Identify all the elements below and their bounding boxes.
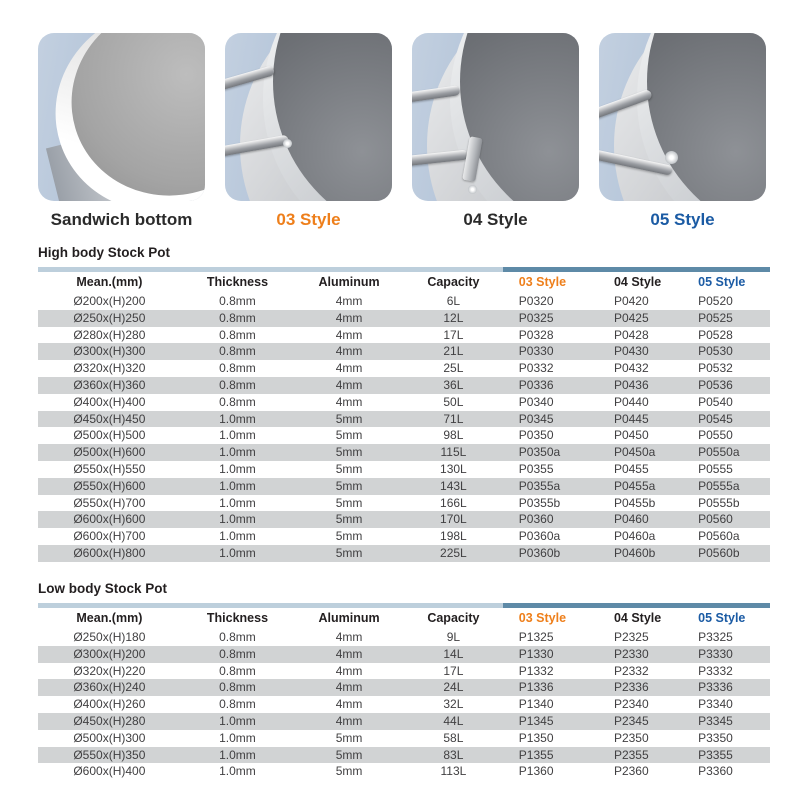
table-cell: 115L xyxy=(440,445,467,460)
table-row xyxy=(38,293,770,310)
table-row xyxy=(38,528,770,545)
table-cell: P1340 xyxy=(518,697,554,712)
table-cell: 9L xyxy=(446,630,461,644)
column-header: Capacity xyxy=(427,611,480,625)
table-cell: P2325 xyxy=(613,630,649,644)
table-cell: Ø550x(H)700 xyxy=(73,495,146,510)
table-body xyxy=(38,293,770,562)
table-cell: 5mm xyxy=(335,545,363,560)
table-cell: P2330 xyxy=(613,646,649,661)
table-cell: 4mm xyxy=(335,697,363,712)
table-row xyxy=(38,377,770,394)
table-row xyxy=(38,427,770,444)
table-cell: P2345 xyxy=(613,713,649,728)
table-cell: P0436 xyxy=(613,377,649,392)
table-cell: P1325 xyxy=(518,630,554,644)
table-cell: 71L xyxy=(443,411,464,426)
table-row xyxy=(38,663,770,680)
table-cell: 0.8mm xyxy=(219,294,256,308)
table-cell: Ø400x(H)260 xyxy=(73,697,146,712)
gallery-caption: 05 Style xyxy=(650,210,715,229)
table-cell: 5mm xyxy=(335,764,363,779)
table-row xyxy=(38,713,770,730)
table-cell: 36L xyxy=(443,377,464,392)
table-cell: 5mm xyxy=(335,478,363,493)
table-cell: 1.0mm xyxy=(219,445,256,460)
table-cell: 4mm xyxy=(335,361,363,376)
column-header: 05 Style xyxy=(698,611,746,625)
spec-table xyxy=(38,581,770,780)
table-row xyxy=(38,394,770,411)
table-cell: P0545 xyxy=(698,411,733,426)
table-cell: 21L xyxy=(443,344,464,359)
table-cell: 1.0mm xyxy=(219,545,256,560)
table-cell: P0332 xyxy=(518,361,554,376)
table-cell: P2350 xyxy=(613,730,649,745)
table-row xyxy=(38,444,770,461)
table-cell: P2355 xyxy=(613,747,649,762)
table-cell: 58L xyxy=(443,730,464,745)
table-cell: P0320 xyxy=(518,294,554,308)
table-cell: P2336 xyxy=(613,680,649,695)
table-cell: P3350 xyxy=(698,730,733,745)
table-cell: 1.0mm xyxy=(219,428,256,443)
table-cell: P1360 xyxy=(518,764,554,779)
table-row xyxy=(38,411,770,428)
table-cell: P0560 xyxy=(698,512,733,527)
column-header: 04 Style xyxy=(613,275,662,289)
table-cell: 1.0mm xyxy=(219,495,256,510)
column-header: 04 Style xyxy=(613,611,662,625)
table-cell: 0.8mm xyxy=(219,630,256,644)
table-cell: Ø280x(H)280 xyxy=(73,327,146,342)
gallery-caption: 03 Style xyxy=(276,210,341,229)
table-cell: 0.8mm xyxy=(219,394,256,409)
table-row xyxy=(38,679,770,696)
column-header: Thickness xyxy=(206,275,269,289)
table-cell: P0345 xyxy=(518,411,554,426)
table-cell: 1.0mm xyxy=(219,478,256,493)
table-cell: P0336 xyxy=(518,377,554,392)
table-cell: P3345 xyxy=(698,713,733,728)
table-title: Low body Stock Pot xyxy=(38,581,168,596)
table-cell: 0.8mm xyxy=(219,327,256,342)
product-gallery xyxy=(38,33,766,230)
table-cell: 44L xyxy=(443,713,464,728)
gallery-caption: Sandwich bottom xyxy=(50,210,193,229)
table-cell: 5mm xyxy=(335,411,363,426)
table-cell: 1.0mm xyxy=(219,764,256,779)
table-cell: Ø550x(H)600 xyxy=(73,478,146,493)
table-cell: P1350 xyxy=(518,730,554,745)
table-cell: P0555b xyxy=(698,495,740,510)
column-header: 05 Style xyxy=(698,275,746,289)
column-header: Thickness xyxy=(206,611,269,625)
table-cell: 225L xyxy=(440,545,467,560)
table-cell: 14L xyxy=(443,646,464,661)
gallery-item-style-05 xyxy=(599,33,766,230)
table-cell: P0540 xyxy=(698,394,733,409)
table-cell: P1336 xyxy=(518,680,554,695)
table-cell: P0560a xyxy=(698,529,740,544)
table-cell: P0450 xyxy=(613,428,649,443)
table-row xyxy=(38,696,770,713)
table-cell: 50L xyxy=(443,394,464,409)
table-cell: Ø550x(H)550 xyxy=(73,461,146,476)
table-cell: P0455a xyxy=(613,478,656,493)
table-cell: 83L xyxy=(443,747,464,762)
table-cell: 4mm xyxy=(335,377,363,392)
column-header: Aluminum xyxy=(318,275,380,289)
table-cell: P0536 xyxy=(698,377,733,392)
table-row xyxy=(38,310,770,327)
table-cell: 1.0mm xyxy=(219,411,256,426)
handle-weld-dot xyxy=(283,139,292,148)
table-cell: P0555a xyxy=(698,478,740,493)
table-cell: P0460b xyxy=(613,545,656,560)
table-cell: P0328 xyxy=(518,327,554,342)
table-cell: P1345 xyxy=(518,713,554,728)
table-header-row xyxy=(38,608,770,629)
table-cell: 5mm xyxy=(335,428,363,443)
table-cell: P0530 xyxy=(698,344,733,359)
table-cell: P0432 xyxy=(613,361,649,376)
table-cell: Ø450x(H)280 xyxy=(73,713,146,728)
table-cell: Ø320x(H)320 xyxy=(73,361,146,376)
table-cell: P0360a xyxy=(518,529,561,544)
table-cell: 0.8mm xyxy=(219,344,256,359)
table-cell: Ø500x(H)500 xyxy=(73,428,146,443)
table-row xyxy=(38,495,770,512)
table-cell: P0560b xyxy=(698,545,740,560)
table-cell: 5mm xyxy=(335,445,363,460)
table-cell: 1.0mm xyxy=(219,713,256,728)
table-cell: 4mm xyxy=(335,630,363,644)
table-cell: 24L xyxy=(443,680,464,695)
table-cell: 98L xyxy=(443,428,464,443)
table-cell: 1.0mm xyxy=(219,512,256,527)
table-cell: Ø450x(H)450 xyxy=(73,411,146,426)
table-row xyxy=(38,629,770,646)
table-cell: 32L xyxy=(443,697,464,712)
column-header: 03 Style xyxy=(518,611,567,625)
table-cell: P0450a xyxy=(613,445,656,460)
table-row xyxy=(38,511,770,528)
table-cell: Ø200x(H)200 xyxy=(73,294,146,308)
table-cell: Ø500x(H)600 xyxy=(73,445,146,460)
table-cell: 143L xyxy=(440,478,467,493)
table-cell: Ø300x(H)200 xyxy=(73,646,146,661)
gallery-caption: 04 Style xyxy=(463,210,528,229)
table-cell: P0325 xyxy=(518,310,554,325)
table-cell: 130L xyxy=(440,461,467,476)
handle-weld-dot xyxy=(468,185,477,194)
table-cell: 4mm xyxy=(335,394,363,409)
gallery-item-style-03 xyxy=(225,33,392,230)
table-header-row xyxy=(38,272,770,293)
table-cell: P0360 xyxy=(518,512,554,527)
table-cell: P0440 xyxy=(613,394,649,409)
table-cell: 170L xyxy=(440,512,467,527)
table-cell: P0350a xyxy=(518,445,561,460)
product-photo-sandwich-bottom xyxy=(38,33,205,201)
table-cell: 0.8mm xyxy=(219,377,256,392)
table-cell: 1.0mm xyxy=(219,747,256,762)
table-cell: P0430 xyxy=(613,344,649,359)
table-cell: 4mm xyxy=(335,713,363,728)
table-cell: 17L xyxy=(443,663,464,678)
table-row xyxy=(38,545,770,562)
table-cell: Ø600x(H)700 xyxy=(73,529,146,544)
table-cell: P1330 xyxy=(518,646,554,661)
table-cell: 0.8mm xyxy=(219,663,256,678)
table-cell: P0355b xyxy=(518,495,561,510)
table-cell: 12L xyxy=(443,310,464,325)
table-cell: 5mm xyxy=(335,461,363,476)
table-cell: 4mm xyxy=(335,646,363,661)
table-cell: P0420 xyxy=(613,294,649,308)
table-cell: 4mm xyxy=(335,294,363,308)
table-cell: 1.0mm xyxy=(219,730,256,745)
table-row xyxy=(38,343,770,360)
table-cell: 0.8mm xyxy=(219,697,256,712)
table-row xyxy=(38,360,770,377)
table-cell: P0455 xyxy=(613,461,649,476)
table-cell: P2340 xyxy=(613,697,649,712)
table-cell: 4mm xyxy=(335,663,363,678)
table-cell: Ø250x(H)250 xyxy=(73,310,146,325)
table-cell: 4mm xyxy=(335,327,363,342)
table-cell: Ø320x(H)220 xyxy=(73,663,146,678)
table-cell: 4mm xyxy=(335,310,363,325)
table-cell: P0550 xyxy=(698,428,733,443)
table-cell: Ø300x(H)300 xyxy=(73,344,146,359)
handle-weld-dot xyxy=(665,151,678,164)
table-cell: P3325 xyxy=(698,630,733,644)
table-cell: 1.0mm xyxy=(219,461,256,476)
table-title: High body Stock Pot xyxy=(38,245,171,260)
table-cell: 4mm xyxy=(335,680,363,695)
column-header: 03 Style xyxy=(518,275,567,289)
table-cell: 5mm xyxy=(335,512,363,527)
column-header: Mean.(mm) xyxy=(76,275,143,289)
table-row xyxy=(38,763,770,780)
table-cell: 0.8mm xyxy=(219,361,256,376)
table-row xyxy=(38,478,770,495)
table-cell: Ø600x(H)400 xyxy=(73,764,146,779)
table-cell: P0350 xyxy=(518,428,554,443)
table-cell: P0340 xyxy=(518,394,554,409)
table-cell: P2360 xyxy=(613,764,649,779)
table-cell: P3355 xyxy=(698,747,733,762)
table-cell: Ø360x(H)240 xyxy=(73,680,146,695)
table-cell: P1332 xyxy=(518,663,554,678)
table-row xyxy=(38,747,770,764)
table-cell: P0555 xyxy=(698,461,733,476)
table-cell: P0460 xyxy=(613,512,649,527)
table-row xyxy=(38,730,770,747)
table-cell: Ø600x(H)800 xyxy=(73,545,146,560)
table-cell: 1.0mm xyxy=(219,529,256,544)
column-header: Mean.(mm) xyxy=(76,611,143,625)
table-cell: P0525 xyxy=(698,310,733,325)
table-cell: P0330 xyxy=(518,344,554,359)
table-cell: Ø250x(H)180 xyxy=(73,630,146,644)
table-body xyxy=(38,629,770,780)
table-cell: P3336 xyxy=(698,680,733,695)
table-cell: 166L xyxy=(440,495,467,510)
table-cell: 17L xyxy=(443,327,464,342)
table-cell: P0460a xyxy=(613,529,656,544)
column-header: Capacity xyxy=(427,275,480,289)
table-cell: P0355 xyxy=(518,461,554,476)
table-cell: P2332 xyxy=(613,663,649,678)
gallery-item-style-04 xyxy=(412,33,579,230)
table-cell: P0425 xyxy=(613,310,649,325)
table-cell: P0455b xyxy=(613,495,656,510)
table-cell: P0355a xyxy=(518,478,561,493)
column-header: Aluminum xyxy=(318,611,380,625)
table-cell: P0445 xyxy=(613,411,649,426)
table-cell: 0.8mm xyxy=(219,680,256,695)
table-cell: P0428 xyxy=(613,327,649,342)
table-cell: P3330 xyxy=(698,646,733,661)
table-cell: P0520 xyxy=(698,294,733,308)
table-cell: P3360 xyxy=(698,764,733,779)
table-row xyxy=(38,327,770,344)
table-cell: Ø600x(H)600 xyxy=(73,512,146,527)
product-photo-style-04 xyxy=(412,33,579,201)
table-cell: 5mm xyxy=(335,495,363,510)
table-cell: 5mm xyxy=(335,529,363,544)
table-cell: 0.8mm xyxy=(219,310,256,325)
table-cell: Ø400x(H)400 xyxy=(73,394,146,409)
table-row xyxy=(38,646,770,663)
table-cell: P0550a xyxy=(698,445,740,460)
table-cell: 25L xyxy=(443,361,464,376)
table-cell: 6L xyxy=(446,294,461,308)
table-cell: 5mm xyxy=(335,747,363,762)
table-cell: P0528 xyxy=(698,327,733,342)
table-cell: 113L xyxy=(440,764,467,779)
table-cell: P0360b xyxy=(518,545,561,560)
spec-table xyxy=(38,245,770,562)
table-cell: Ø550x(H)350 xyxy=(73,747,146,762)
table-cell: 0.8mm xyxy=(219,646,256,661)
table-cell: P1355 xyxy=(518,747,554,762)
table-cell: P0532 xyxy=(698,361,733,376)
table-cell: Ø360x(H)360 xyxy=(73,377,146,392)
table-cell: 198L xyxy=(440,529,467,544)
table-cell: P3332 xyxy=(698,663,733,678)
product-photo-style-03 xyxy=(225,33,392,201)
table-cell: 5mm xyxy=(335,730,363,745)
table-cell: 4mm xyxy=(335,344,363,359)
gallery-item-sandwich-bottom xyxy=(38,33,205,230)
table-row xyxy=(38,461,770,478)
product-photo-style-05 xyxy=(599,33,766,201)
table-cell: P3340 xyxy=(698,697,733,712)
table-cell: Ø500x(H)300 xyxy=(73,730,146,745)
